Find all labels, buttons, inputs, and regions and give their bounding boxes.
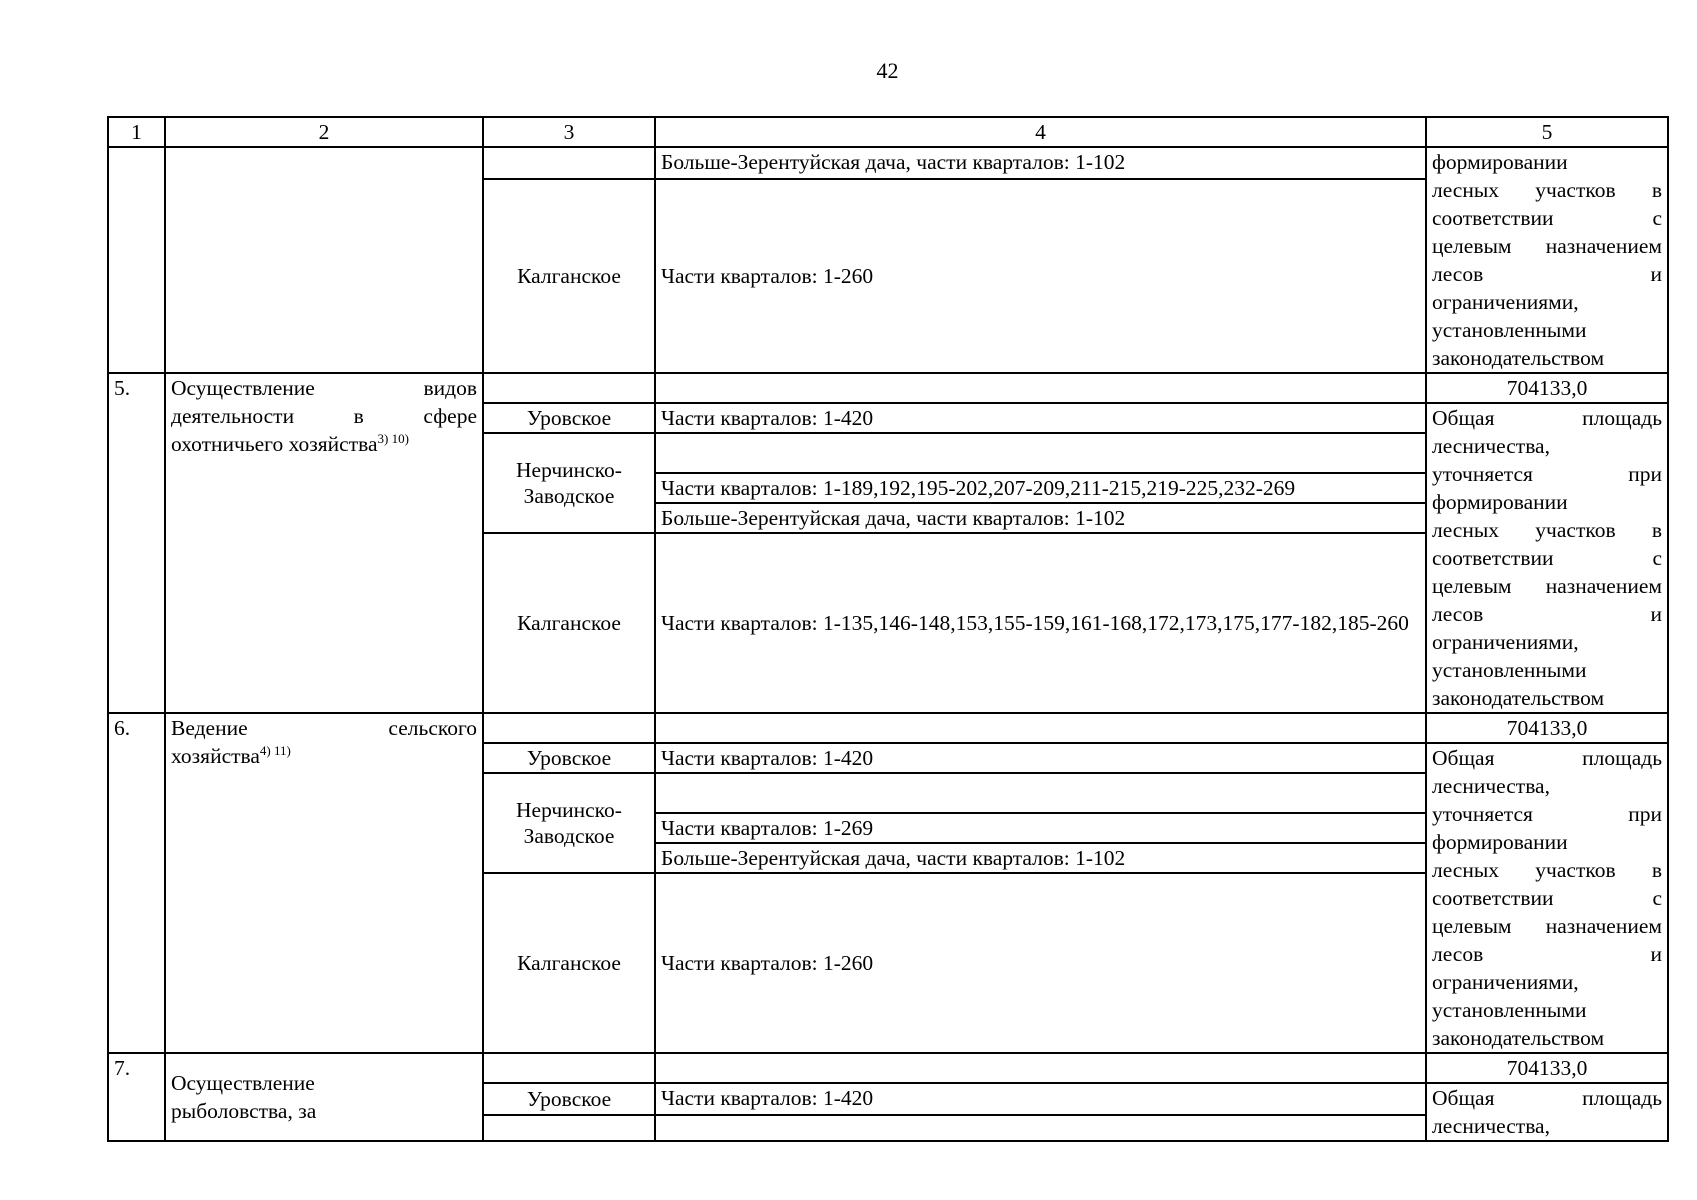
table-row: [108, 1053, 1668, 1083]
forestry-cell: [483, 147, 655, 179]
forestry-cell: Калганское: [483, 873, 655, 1053]
forestry-cell: Нерчинско-Заводское: [483, 433, 655, 533]
forestry-cell: [483, 373, 655, 403]
num-cell: 7.: [108, 1053, 165, 1141]
quarters-cell: [655, 773, 1426, 813]
forestry-cell: Уровское: [483, 1083, 655, 1115]
quarters-cell: Части кварталов: 1-189,192,195-202,207-209,211-215,219-225,232-269: [655, 473, 1426, 503]
quarters-cell: Части кварталов: 1-260: [655, 179, 1426, 373]
purpose-cell: Осуществление видов деятельности в сфере охотничьего хозяйства$^{3) 10)}$: [165, 373, 483, 713]
num-cell: 6.: [108, 713, 165, 1053]
forestry-cell: Уровское: [483, 743, 655, 773]
num-cell: 5.: [108, 373, 165, 713]
page-number: 42: [876, 58, 899, 83]
quarters-cell: Части кварталов: 1-269: [655, 813, 1426, 843]
header-cell: 1: [108, 117, 165, 147]
note-cell: формировании лесных участков в соответствии с целевым назначением лесов и ограничениями, установленными законодательством: [1426, 147, 1668, 373]
header-cell: 4: [655, 117, 1426, 147]
quarters-cell: Больше-Зерентуйская дача, части кварталов: 1-102: [655, 503, 1426, 533]
table-row: [108, 713, 1668, 743]
forestry-table: [107, 116, 1669, 1142]
area-cell: 704133,0: [1426, 713, 1668, 743]
note-cell: Общая площадь лесничества, уточняется при формировании лесных участков в соответствии с целевым назначением лесов и ограничениями, установленными законодательством: [1426, 743, 1668, 1053]
quarters-cell: Части кварталов: 1-420: [655, 403, 1426, 433]
area-cell: 704133,0: [1426, 1053, 1668, 1083]
forestry-cell: Калганское: [483, 179, 655, 373]
quarters-cell: Части кварталов: 1-420: [655, 743, 1426, 773]
quarters-cell: Части кварталов: 1-420: [655, 1083, 1426, 1115]
note-cell: Общая площадь лесничества,: [1426, 1083, 1668, 1141]
purpose-cell: Ведение сельского хозяйства$^{4) 11)}$: [165, 713, 483, 1053]
quarters-cell: Больше-Зерентуйская дача, части кварталов: 1-102: [655, 147, 1426, 179]
header-cell: 2: [165, 117, 483, 147]
forestry-cell: Нерчинско-Заводское: [483, 773, 655, 873]
forestry-cell: Калганское: [483, 533, 655, 713]
quarters-cell: [655, 373, 1426, 403]
forestry-cell: [483, 1115, 655, 1141]
quarters-cell: Больше-Зерентуйская дача, части кварталов: 1-102: [655, 843, 1426, 873]
quarters-cell: [655, 1053, 1426, 1083]
header-cell: 3: [483, 117, 655, 147]
quarters-cell: [655, 1115, 1426, 1141]
forestry-cell: Уровское: [483, 403, 655, 433]
table-row: [108, 147, 1668, 179]
table-row: [108, 373, 1668, 403]
forestry-cell: [483, 713, 655, 743]
quarters-cell: Части кварталов: 1-260: [655, 873, 1426, 1053]
area-cell: 704133,0: [1426, 373, 1668, 403]
header-cell: 5: [1426, 117, 1668, 147]
table-header-row: [108, 117, 1668, 147]
quarters-cell: Части кварталов: 1-135,146-148,153,155-159,161-168,172,173,175,177-182,185-260: [655, 533, 1426, 713]
forestry-cell: [483, 1053, 655, 1083]
quarters-cell: [655, 433, 1426, 473]
note-cell: Общая площадь лесничества, уточняется при формировании лесных участков в соответствии с целевым назначением лесов и ограничениями, установленными законодательством: [1426, 403, 1668, 713]
num-cell: [108, 147, 165, 373]
purpose-cell: Осуществление рыболовства, за: [165, 1053, 483, 1141]
purpose-cell: [165, 147, 483, 373]
quarters-cell: [655, 713, 1426, 743]
